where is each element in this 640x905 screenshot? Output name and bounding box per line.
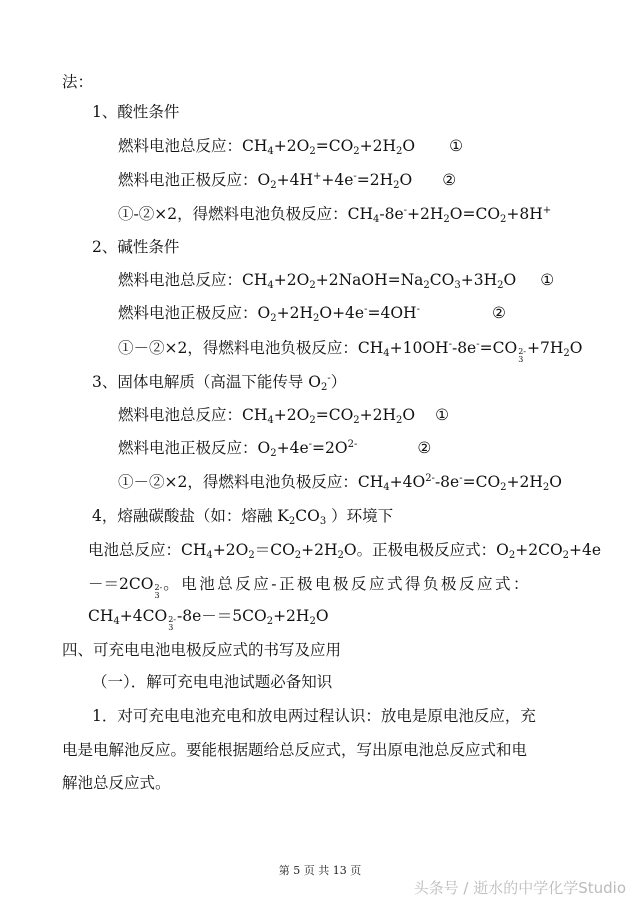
molten-line-1: 电池总反应：$CH_4+2O_2=CO_2+2H_2O$。正极电极反应式：$O_2+2CO_2+4e$ (88, 541, 602, 561)
molten-positive-label: 。正极电极反应式： (356, 541, 497, 559)
circle-one: ① (540, 271, 555, 289)
molten-title-a: 4，熔融碳酸盐（如：熔融 (92, 507, 278, 525)
acidic-positive-label: 燃料电池正极反应： (118, 171, 258, 189)
solid-electrolyte-title: 3、固体电解质（高温下能传导 (92, 373, 309, 391)
solid-total-reaction: 燃料电池总反应：$CH_4+2O_2=CO_2+2H_2O$ ① (118, 406, 450, 426)
circle-two: ② (491, 304, 506, 322)
alkaline-total-reaction: 燃料电池总反应：$CH_4+2O_2+2NaOH=Na_2CO_3+3H_2O$ ① (118, 271, 555, 291)
paragraph-line-1: 1．对可充电电池充电和放电两过程认识：放电是原电池反应，充 (92, 707, 536, 725)
acidic-negative-reaction: ①-②×2，得燃料电池负极反应：$CH_4-8e^-+2H_2O=CO_2+8H^+$ (118, 205, 552, 225)
acidic-negative-label: ①-②×2，得燃料电池负极反应： (118, 205, 348, 223)
acidic-total-reaction: 燃料电池总反应：$CH_4+2O_2=CO_2+2H_2O$ ① (118, 137, 464, 157)
alkaline-positive-label: 燃料电池正极反应： (118, 304, 258, 322)
solid-negative-label: ①－②×2，得燃料电池负极反应： (118, 473, 358, 491)
heading-molten-carbonate: 4，熔融碳酸盐（如：熔融 $K_2CO_3$ ）环境下 (92, 507, 394, 527)
solid-negative-reaction: ①－②×2，得燃料电池负极反应：$CH_4+4O^{2-}-8e^-=CO_2+2H_2O$ (118, 473, 563, 493)
alkaline-negative-label: ①－②×2，得燃料电池负极反应： (118, 339, 358, 357)
acidic-total-label: 燃料电池总反应： (118, 137, 243, 155)
solid-electrolyte-close: ） (330, 373, 347, 391)
alkaline-positive-reaction: 燃料电池正极反应：$O_2+2H_2O+4e^-=4OH^-$ ② (118, 304, 506, 324)
section-four-heading: 四、可充电电池电极反应式的书写及应用 (62, 641, 342, 659)
heading-acidic: 1、酸性条件 (92, 103, 180, 121)
subsection-one-heading: （一）．解可充电电池试题必备知识 (92, 673, 333, 691)
molten-line-2: －＝2CO 2- 3 。电池总反应-正极电极反应式得负极反应式： (88, 575, 531, 600)
heading-alkaline: 2、碱性条件 (92, 238, 180, 256)
molten-derivation-text: 。电池总反应-正极电极反应式得负极反应式： (163, 575, 531, 593)
heading-solid-electrolyte: 3、固体电解质（高温下能传导 $O_2^-$） (92, 373, 347, 393)
watermark: 头条号 / 逝水的中学化学Studio (413, 879, 626, 897)
intro-fa: 法： (62, 73, 94, 91)
page-footer: 第 5 页 共 13 页 (278, 864, 362, 877)
molten-total-label: 电池总反应： (88, 541, 182, 559)
molten-line-3: $CH_4+4CO$ 2- 3 $-8e-=5CO_2+2H_2O$ (88, 607, 329, 632)
paragraph-line-3: 解池总反应式。 (62, 774, 171, 792)
alkaline-total-label: 燃料电池总反应： (118, 271, 243, 289)
molten-title-b: ）环境下 (326, 507, 394, 525)
solid-positive-reaction: 燃料电池正极反应：$O_2+4e^-=2O^{2-}$ ② (118, 439, 432, 459)
circle-one: ① (449, 137, 464, 155)
solid-positive-label: 燃料电池正极反应： (118, 439, 258, 457)
circle-one: ① (435, 406, 450, 424)
paragraph-line-2: 电是电解池反应。要能根据题给总反应式，写出原电池总反应式和电 (62, 741, 528, 759)
alkaline-negative-reaction: ①－②×2，得燃料电池负极反应：$CH_4+10OH^--8e^-=CO$ 2- 3 $+7H_2O$ (118, 339, 583, 364)
solid-total-label: 燃料电池总反应： (118, 406, 243, 424)
acidic-positive-reaction: 燃料电池正极反应：$O_2+4H^++4e^-=2H_2O$ ② (118, 171, 457, 191)
circle-two: ② (417, 439, 432, 457)
circle-two: ② (442, 171, 457, 189)
